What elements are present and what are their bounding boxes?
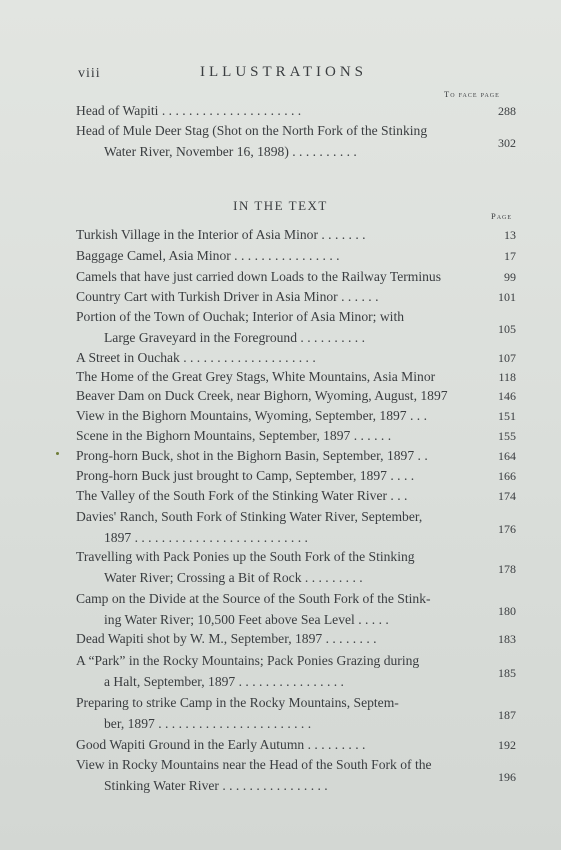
list-item: [76, 306, 516, 348]
entry-page-number: 105: [498, 322, 516, 336]
entry-page-number: 166: [498, 469, 516, 483]
entry-title: Preparing to strike Camp in the Rocky Mountains, Septem-: [76, 695, 399, 710]
entry-title-continued: Stinking Water River . . . . . . . . . . . . . . . .: [104, 778, 328, 793]
entry-page-number: 107: [498, 351, 516, 365]
entry-page-number: 99: [504, 270, 516, 284]
entry-page-number: 13: [504, 228, 516, 242]
entry-page-number: 146: [498, 389, 516, 403]
entry-title: The Valley of the South Fork of the Stinking Water River . . .: [76, 488, 408, 503]
list-item: [76, 347, 516, 368]
entry-page-number: 302: [498, 136, 516, 150]
entry-title-continued: 1897 . . . . . . . . . . . . . . . . . . . . . . . . . .: [104, 530, 308, 545]
entry-page-number: 155: [498, 429, 516, 443]
entry-page-number: 183: [498, 632, 516, 646]
list-item: [76, 405, 516, 426]
list-item: [76, 445, 516, 466]
list-item: [76, 628, 516, 649]
list-item: [76, 465, 516, 486]
list-item: [76, 266, 516, 287]
section-heading: IN THE TEXT: [233, 198, 328, 213]
list-item: [76, 366, 516, 387]
entry-title: Country Cart with Turkish Driver in Asia Minor . . . . . .: [76, 289, 379, 304]
entry-page-number: 178: [498, 562, 516, 576]
list-item: [76, 120, 516, 162]
entry-title: Turkish Village in the Interior of Asia Minor . . . . . . .: [76, 227, 366, 242]
list-item: [76, 286, 516, 307]
entry-page-number: 192: [498, 738, 516, 752]
entry-title: Scene in the Bighorn Mountains, September, 1897 . . . . . .: [76, 428, 392, 443]
list-item: [76, 245, 516, 266]
entry-page-number: 101: [498, 290, 516, 304]
entry-title: Prong-horn Buck just brought to Camp, September, 1897 . . . .: [76, 468, 415, 483]
list-item: [76, 385, 516, 406]
entry-page-number: 17: [504, 249, 516, 263]
entry-title: Good Wapiti Ground in the Early Autumn . . . . . . . . .: [76, 737, 366, 752]
list-item: [76, 224, 516, 245]
entry-title: The Home of the Great Grey Stags, White Mountains, Asia Minor: [76, 369, 436, 384]
entry-page-number: 174: [498, 489, 516, 503]
entry-title: Dead Wapiti shot by W. M., September, 1897 . . . . . . . .: [76, 631, 377, 646]
list-item: [76, 650, 516, 692]
list-item: [76, 506, 516, 548]
entry-page-number: 187: [498, 708, 516, 722]
entry-title: Head of Wapiti . . . . . . . . . . . . . . . . . . . . .: [76, 103, 302, 118]
list-item: [76, 485, 516, 506]
page-title: ILLUSTRATIONS: [200, 64, 367, 80]
page-blemish: [56, 452, 59, 455]
entry-page-number: 185: [498, 666, 516, 680]
page-number: viii: [78, 66, 101, 81]
entry-title: View in the Bighorn Mountains, Wyoming, September, 1897 . . .: [76, 408, 427, 423]
list-item: [76, 425, 516, 446]
entry-page-number: 176: [498, 522, 516, 536]
entry-page-number: 180: [498, 604, 516, 618]
list-item: [76, 546, 516, 588]
entry-page-number: 151: [498, 409, 516, 423]
entry-title: A “Park” in the Rocky Mountains; Pack Ponies Grazing during: [76, 653, 420, 668]
entry-title-continued: ber, 1897 . . . . . . . . . . . . . . . . . . . . . . .: [104, 716, 312, 731]
entry-page-number: 118: [498, 370, 516, 384]
entry-title: Prong-horn Buck, shot in the Bighorn Basin, September, 1897 . .: [76, 448, 428, 463]
entry-title: View in Rocky Mountains near the Head of the South Fork of the: [76, 757, 432, 772]
entry-title-continued: ing Water River; 10,500 Feet above Sea Level . . . . .: [104, 612, 389, 627]
list-item: [76, 734, 516, 755]
entry-page-number: 196: [498, 770, 516, 784]
entry-title: Camels that have just carried down Loads to the Railway Terminus: [76, 269, 441, 284]
to-face-page-label: To face page: [444, 89, 500, 99]
entry-title: Portion of the Town of Ouchak; Interior of Asia Minor; with: [76, 309, 405, 324]
entry-title-continued: Large Graveyard in the Foreground . . . . . . . . . .: [104, 330, 365, 345]
entry-title-continued: Water River, November 16, 1898) . . . . . . . . . .: [104, 144, 357, 159]
entry-title: Travelling with Pack Ponies up the South Fork of the Stinking: [76, 549, 415, 564]
entry-title: Beaver Dam on Duck Creek, near Bighorn, Wyoming, August, 1897: [76, 388, 448, 403]
list-item: [76, 692, 516, 734]
entry-title: Baggage Camel, Asia Minor . . . . . . . . . . . . . . . .: [76, 248, 340, 263]
entry-page-number: 288: [498, 104, 516, 118]
entry-title-continued: a Halt, September, 1897 . . . . . . . . . . . . . . . .: [104, 674, 344, 689]
list-item: [76, 754, 516, 796]
list-item: [76, 588, 516, 630]
entry-title: Davies' Ranch, South Fork of Stinking Water River, September,: [76, 509, 423, 524]
entry-title: Head of Mule Deer Stag (Shot on the North Fork of the Stinking: [76, 123, 428, 138]
entry-title-continued: Water River; Crossing a Bit of Rock . . . . . . . . .: [104, 570, 363, 585]
entry-page-number: 164: [498, 449, 516, 463]
entry-title: A Street in Ouchak . . . . . . . . . . . . . . . . . . . .: [76, 350, 316, 365]
entry-title: Camp on the Divide at the Source of the South Fork of the Stink-: [76, 591, 431, 606]
list-item: [76, 100, 516, 121]
page-column-label: Page: [491, 211, 513, 221]
